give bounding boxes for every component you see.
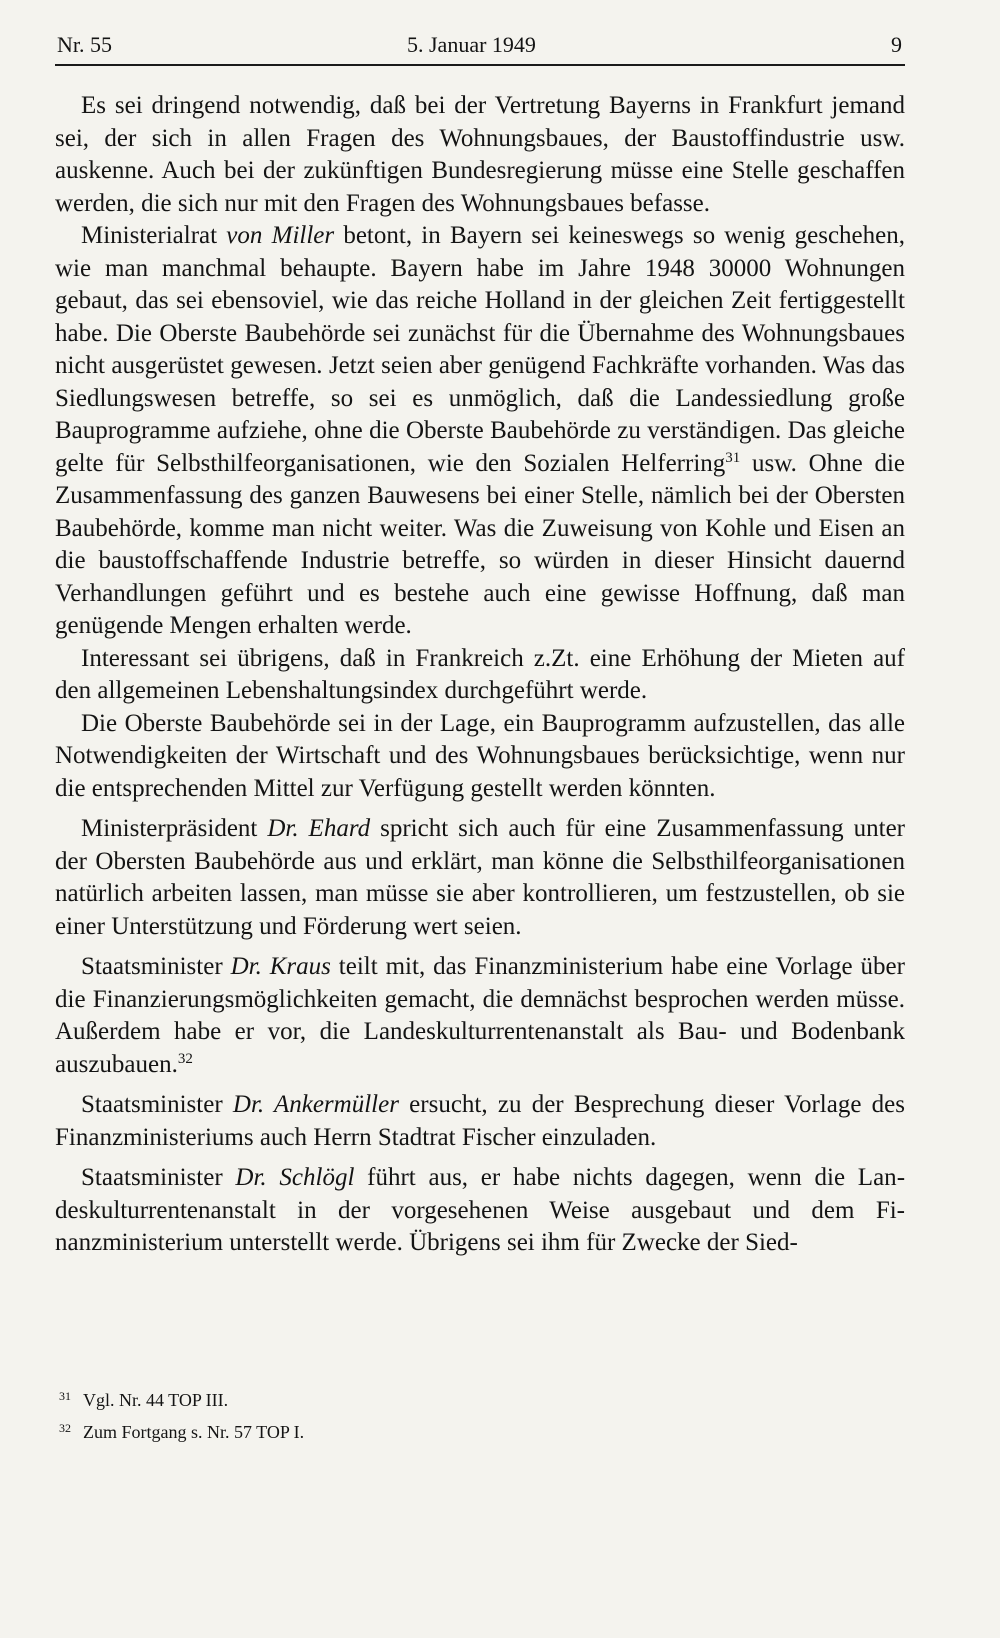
speaker-name: Dr. Schlögl <box>235 1164 355 1191</box>
paragraph-text: spricht sich auch für eine Zusammenfassung unter der Obersten Baubehörde aus und erklärt, man könne die Selbsthilfeorganisationen natürlich arbeiten lassen, man müsse sie aber kontrollieren, um festzustellen, ob sie einer Unterstützung und Förderung wert seien. <box>55 815 906 940</box>
paragraph <box>55 708 905 806</box>
footnote <box>59 1382 899 1414</box>
paragraph <box>55 220 905 643</box>
page-header <box>57 28 902 62</box>
footnote-text: Vgl. Nr. 44 TOP III. <box>83 1390 229 1410</box>
paragraph <box>55 951 905 1081</box>
paragraph-text: Die Oberste Baubehörde sei in der Lage, ein Bauprogramm aufzustellen, das alle Notwendigkeiten der Wirtschaft und des Wohnungsbaues berücksichtige, wenn nur die entsprechenden Mittel zur Verfügung gestellt werden könnten. <box>55 709 905 802</box>
paragraph <box>55 1162 905 1260</box>
speaker-name: von Miller <box>226 222 335 249</box>
footnote-text: Zum Fortgang s. Nr. 57 TOP I. <box>83 1422 305 1442</box>
paragraph <box>55 813 905 943</box>
paragraph-text: ersucht, zu der Besprechung dieser Vorlage des Finanzministeriums auch Herrn Stadtrat Fischer einzuladen. <box>55 1091 906 1151</box>
footnote-number: 32 <box>59 1421 71 1435</box>
paragraph-text: usw. Ohne die Zusammenfassung des ganzen Bauwesens bei einer Stelle, nämlich bei der Obersten Baubehörde, komme man nicht weiter. Was die Zuweisung von Kohle und Eisen an die baustoffschaffende Industrie betreffe, so würden in dieser Hinsicht dauernd Verhandlungen geführt und es bestehe auch eine gewisse Hoffnung, daß man genügende Mengen erhalten werde. <box>55 449 905 639</box>
paragraph-text: Ministerialrat <box>81 222 227 249</box>
paragraph-text: Staatsminister <box>81 953 231 980</box>
footnotes <box>59 1382 899 1446</box>
footnote <box>59 1414 899 1446</box>
footnote-reference: 31 <box>725 449 741 466</box>
footnote-number: 31 <box>59 1389 71 1403</box>
speaker-name: Dr. Ankermüller <box>232 1091 399 1118</box>
paragraph <box>55 1089 905 1154</box>
paragraph-text: Interessant sei übrigens, daß in Frankreich z.Zt. eine Erhöhung der Mieten auf den allgemeinen Lebenshaltungsindex durchgeführt werde. <box>55 644 905 704</box>
paragraph-text: Staatsminister <box>81 1091 233 1118</box>
paragraph-text: Staatsminister <box>81 1164 236 1191</box>
paragraph-text: betont, in Bayern sei keineswegs so wenig geschehen, wie man manchmal behaupte. Bayern habe im Jahre 1948 30000 Wohnungen gebaut, das sei ebensoviel, wie das reiche Holland in der gleichen Zeit fertiggestellt habe. Die Oberste Baubehörde sei zunächst für die Übernahme des Wohnungsbaues nicht ausgerüstet gewesen. Jetzt seien aber genügend Fachkräfte vorhanden. Was das Siedlungswesen betreffe, so sei es unmöglich, daß die Landessiedlung große Bauprogramme aufziehe, ohne die Oberste Baubehörde zu verständigen. Das gleiche gelte für Selbsthilfeorganisationen, wie den Sozialen Helferring <box>55 222 905 477</box>
header-rule <box>55 64 905 66</box>
footnote-reference: 32 <box>177 1050 193 1067</box>
issue-number: Nr. 55 <box>57 32 112 57</box>
paragraph-text: Es sei dringend notwendig, daß bei der Vertretung Bayerns in Frankfurt jemand sei, der sich in allen Fragen des Wohnungsbaues, der Baustoffindustrie usw. auskenne. Auch bei der zukünftigen Bundesregierung müsse eine Stelle geschaffen werden, die sich nur mit den Fragen des Wohnungsbaues befasse. <box>55 92 905 217</box>
paragraph <box>55 643 905 708</box>
speaker-name: Dr. Kraus <box>230 953 331 980</box>
paragraph-text: teilt mit, das Finanzministerium habe eine Vorlage über die Finanzierungsmöglichkeiten gemacht, die demnächst besprochen werden müsse. Außerdem habe er vor, die Landeskulturrentenanstalt als Bau- und Bodenbank auszubauen. <box>55 953 905 1078</box>
paragraph-text: Ministerpräsident <box>81 815 268 842</box>
paragraph-text: führt aus, er habe nichts dagegen, wenn die Landeskulturrentenanstalt in der vorgesehenen Weise ausgebaut und dem Finanzministerium unterstellt werde. Übrigens sei ihm für Zwecke der Sied- <box>55 1164 906 1256</box>
page-number: 9 <box>891 32 902 57</box>
header-date: 5. Januar 1949 <box>407 32 536 57</box>
body-text <box>55 90 905 1260</box>
paragraph <box>55 90 905 220</box>
speaker-name: Dr. Ehard <box>267 815 371 842</box>
